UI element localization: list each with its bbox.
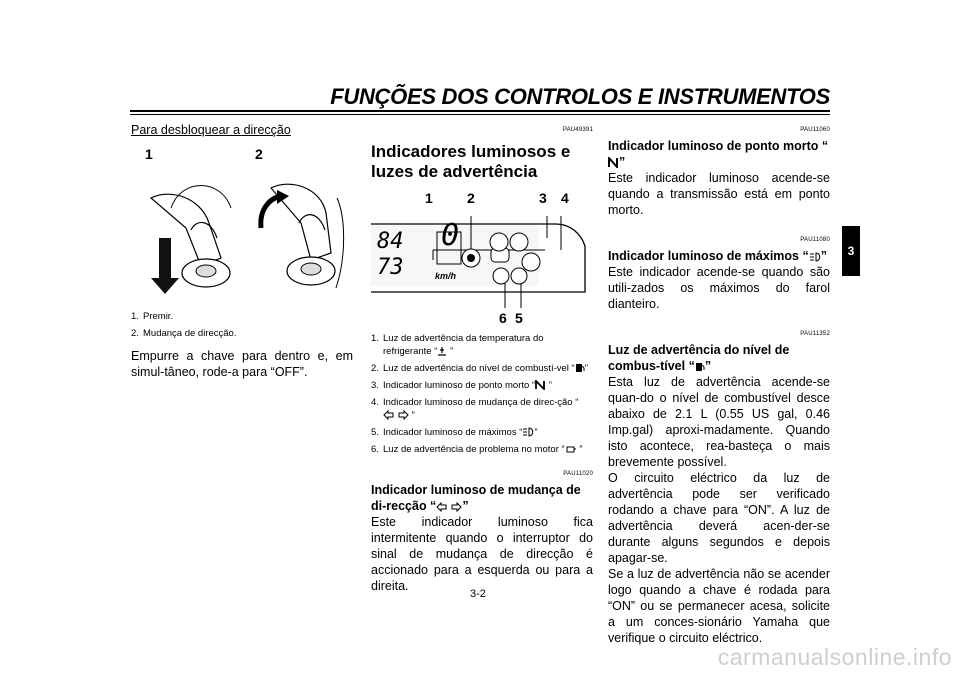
page-title: FUNÇÕES DOS CONTROLOS E INSTRUMENTOS xyxy=(330,84,830,109)
reference-code: PAU11080 xyxy=(800,237,830,243)
caption-row xyxy=(371,443,593,456)
high-beam-icon xyxy=(522,427,534,437)
subsection-heading-text: Indicador luminoso de ponto morto “ xyxy=(608,139,829,153)
caption-row xyxy=(371,379,593,392)
display-bottom-value: 73 xyxy=(377,255,404,280)
fuel-paragraph-3: Se a luz de advertência não se acender logo quando a chave é rodada para “ON” ou se permanecer acesa, solicite a um conces-sionário Yamaha que verifique o circuito eléctrico. xyxy=(608,567,830,645)
figure-label: 3 xyxy=(539,190,547,206)
key-illustration xyxy=(131,168,353,308)
neutral-icon xyxy=(608,157,619,168)
caption-text-end: ” xyxy=(534,427,538,438)
subsection-heading-text: Indicador luminoso de máximos “ xyxy=(608,249,809,263)
display-speed: 0 xyxy=(441,218,460,253)
engine-icon xyxy=(565,444,577,454)
reference-code: PAU11060 xyxy=(800,127,830,133)
caption-text-end: ” xyxy=(447,346,454,357)
caption-text: Indicador luminoso de ponto morto “ xyxy=(383,380,536,391)
caption-text: Mudança de direcção. xyxy=(143,328,237,339)
caption-row xyxy=(371,362,593,375)
caption-text-end: ” xyxy=(546,380,552,391)
figure-label: 5 xyxy=(515,310,523,326)
subsection-heading xyxy=(608,138,830,170)
turn-signal-paragraph: Este indicador luminoso fica intermitente quando o interruptor do sinal de mudança de direcção é accionado para a esquerda ou para a direita. xyxy=(371,515,593,593)
title-rule xyxy=(130,110,830,112)
figure-label: 6 xyxy=(499,310,507,326)
column-left xyxy=(131,122,353,380)
section-heading: Indicadores luminosos e luzes de advertência xyxy=(371,142,571,181)
subsection-heading-end: ” xyxy=(619,155,626,169)
subsection-heading-text: Indicador luminoso de mudança de di-recção “ xyxy=(371,483,581,513)
caption-text-end: ” xyxy=(409,410,415,421)
caption-number: 2. xyxy=(131,328,139,339)
subsection-heading-end: ” xyxy=(820,249,827,263)
column-middle xyxy=(371,122,593,594)
watermark: carmanualsonline.info xyxy=(717,644,952,670)
figure-captions xyxy=(371,332,593,456)
subsection-heading xyxy=(371,482,593,514)
caption-number: 1. xyxy=(371,333,379,344)
display-unit: km/h xyxy=(435,271,457,281)
caption-number: 2. xyxy=(371,363,379,374)
figure-label: 2 xyxy=(255,146,263,162)
chapter-tab xyxy=(842,226,860,276)
caption-number: 4. xyxy=(371,397,379,408)
instrument-figure xyxy=(371,190,593,332)
caption-number: 3. xyxy=(371,380,379,391)
key-figure xyxy=(131,144,353,304)
figure-captions xyxy=(131,310,353,340)
instrument-panel xyxy=(371,206,593,316)
subsection-heading xyxy=(608,342,830,374)
reference-code: PAU11352 xyxy=(800,331,830,337)
high-beam-icon xyxy=(809,252,821,262)
coolant-temp-icon xyxy=(437,346,447,356)
reference-code: PAU49391 xyxy=(562,127,593,133)
caption-text: Indicador luminoso de mudança de direc-ção “ xyxy=(383,397,579,408)
high-beam-paragraph: Este indicador acende-se quando são utili-zados os máximos do farol dianteiro. xyxy=(608,265,830,311)
title-rule-thin xyxy=(130,114,830,115)
figure-label: 2 xyxy=(467,190,475,206)
caption-text-end: ” xyxy=(576,444,583,455)
chapter-tab-number: 3 xyxy=(847,244,855,258)
caption-row xyxy=(371,426,593,439)
caption-row xyxy=(371,332,593,358)
caption-text: Luz de advertência da temperatura do refrigerante “ xyxy=(383,333,544,357)
subsection-heading-end: ” xyxy=(704,359,712,373)
caption-number: 1. xyxy=(131,311,139,322)
figure-label: 4 xyxy=(561,190,569,206)
caption-text: Luz de advertência do nível de combustí-vel “ xyxy=(383,363,575,374)
page-number: 3-2 xyxy=(470,588,486,600)
reference-code: PAU11020 xyxy=(563,471,593,477)
caption-row xyxy=(371,396,593,422)
turn-signal-icon xyxy=(383,410,409,420)
subsection-heading xyxy=(608,248,830,264)
caption-number: 6. xyxy=(371,444,379,455)
caption-number: 5. xyxy=(371,427,379,438)
caption-text-end: ” xyxy=(584,363,588,374)
fuel-paragraph-1: Esta luz de advertência acende-se quan-do o nível de combustível desce abaixo de 2.1 L (0.55 US gal, 0.46 Imp.gal) aproxi-madamente. Quando isto acontece, rea-basteça o mais brevemente possível. xyxy=(608,375,830,469)
figure-label: 1 xyxy=(145,146,153,162)
neutral-icon xyxy=(535,380,546,390)
figure-label: 1 xyxy=(425,190,433,206)
caption-row xyxy=(131,327,353,340)
unlock-paragraph: Empurre a chave para dentro e, em simul-tâneo, rode-a para “OFF”. xyxy=(131,349,353,379)
subsection-heading-end: ” xyxy=(462,499,469,513)
fuel-icon xyxy=(695,362,705,372)
caption-text: Premir. xyxy=(143,311,174,322)
column-right xyxy=(608,122,830,646)
subsection-heading-text: Luz de advertência do nível de combus-tível “ xyxy=(608,343,790,373)
neutral-paragraph: Este indicador luminoso acende-se quando a transmissão está em ponto morto. xyxy=(608,171,830,217)
caption-text: Indicador luminoso de máximos “ xyxy=(383,427,523,438)
caption-text: Luz de advertência de problema no motor “ xyxy=(383,444,565,455)
caption-row xyxy=(131,310,353,323)
fuel-paragraph-2: O circuito eléctrico da luz de advertência pode ser verificado rodando a chave para “ON”. A luz de advertência deverá acen-der-se durante alguns segundos e depois apagar-se. xyxy=(608,471,830,565)
turn-signal-icon xyxy=(436,502,462,512)
display-top-value: 84 xyxy=(377,229,404,254)
subheading-unlock: Para desbloquear a direcção xyxy=(131,123,291,137)
fuel-icon xyxy=(575,363,585,373)
